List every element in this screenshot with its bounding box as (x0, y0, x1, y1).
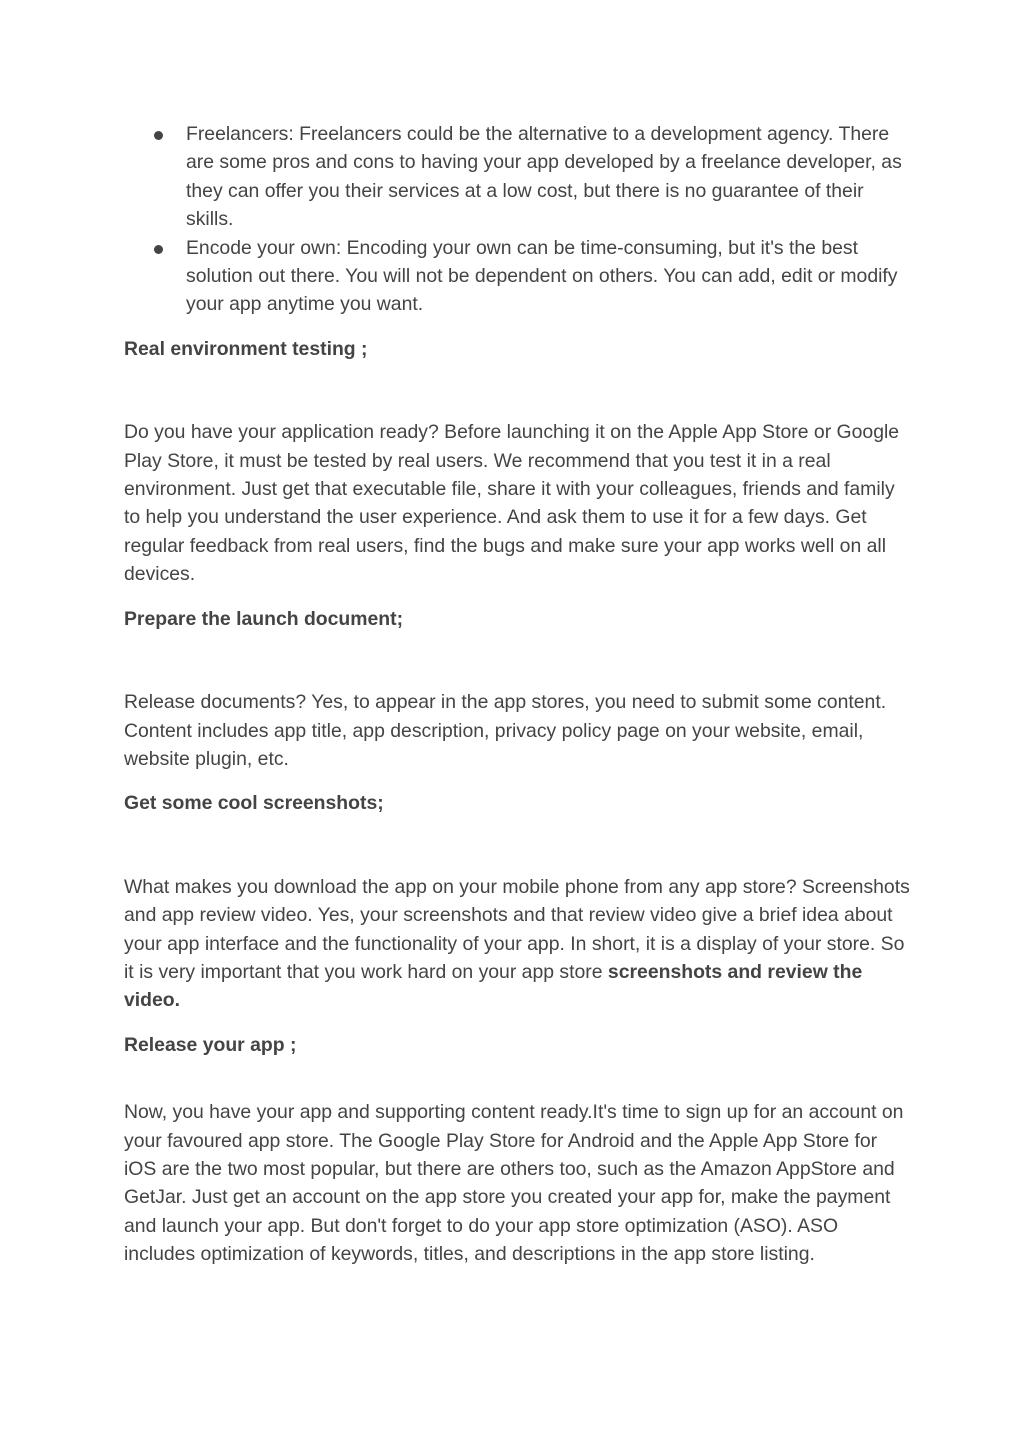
section-body-screenshots-bold: screenshots and review the video. (124, 960, 863, 1012)
section-heading-screenshots: Get some cool screenshots; (124, 792, 384, 815)
bullet-text: Encode your own: Encoding your own can be time-consuming, but it's the best solution out there. You will not be dependent on others. You can add, edit or modify your app anytime you want. (186, 236, 898, 316)
bullet-text: Freelancers: Freelancers could be the alternative to a development agency. There are some pros and cons to having your app developed by a freelance developer, as they can offer you their services at a low cost, but there is no guarantee of their skills. (186, 123, 902, 231)
section-body-release: Now, you have your app and supporting content ready.It's time to sign up for an account on your favoured app store. The Google Play Store for Android and the Apple App Store for iOS are the two most popular, but there are others too, such as the Amazon AppStore and GetJar. Just get an account on the app store you created your app for, make the payment and launch your app. But don't forget to do your app store optimization (ASO). ASO includes optimization of keywords, titles, and descriptions in the app store listing. (124, 1101, 904, 1266)
list-item (186, 234, 914, 319)
section-body-screenshots (124, 873, 914, 1015)
section-body-launch-document: Release documents? Yes, to appear in the app stores, you need to submit some content. Content includes app title, app description, privacy policy page on your website, email, website plugin, etc. (124, 691, 887, 770)
section-heading-launch-document: Prepare the launch document; (124, 607, 404, 630)
section-body-screenshots-text: What makes you download the app on your mobile phone from any app store? Screenshots and app review video. Yes, your screenshots and that review video give a brief idea about your app interface and the functionality of your app. In short, it is a display of your store. So it is very important that you work hard on your app store (124, 875, 910, 983)
bullet-icon (154, 131, 163, 140)
section-body-testing: Do you have your application ready? Before launching it on the Apple App Store or Google Play Store, it must be tested by real users. We recommend that you test it in a real environment. Just get that executable file, share it with your colleagues, friends and family to help you understand the user experience. And ask them to use it for a few days. Get regular feedback from real users, find the bugs and make sure your app works well on all devices. (124, 421, 900, 586)
bullet-list (124, 120, 914, 319)
section-heading-release: Release your app ; (124, 1033, 297, 1056)
bullet-icon (154, 245, 163, 254)
list-item (186, 120, 914, 234)
document-page (124, 120, 914, 1269)
section-heading-testing: Real environment testing ; (124, 337, 368, 360)
